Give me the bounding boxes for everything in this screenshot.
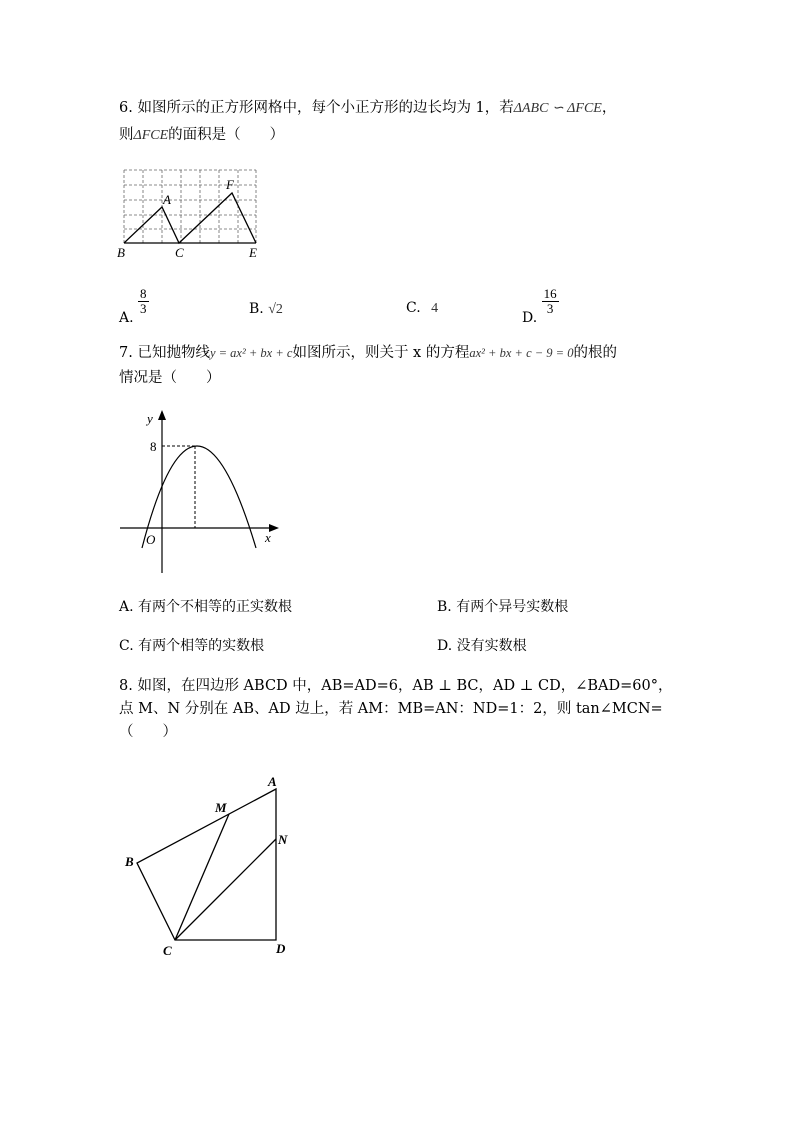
q7-option-d[interactable]: D. 没有实数根 <box>437 638 527 654</box>
q8-label-d: D <box>276 941 286 956</box>
q6-stem-text: 6. 如图所示的正方形网格中，每个小正方形的边长均为 1，若 <box>119 100 514 116</box>
q6-option-a[interactable] <box>119 286 149 326</box>
q8-stem-line2: 点 M、N 分别在 AB、AD 边上，若 AM：MB=AN：ND=1：2，则 tan∠MCN= <box>119 701 663 717</box>
q6-option-b-label: B. <box>249 301 264 317</box>
q8-quadrilateral-figure <box>118 770 298 960</box>
q6-label-a: A <box>163 192 171 207</box>
q7-stem-text2: 如图所示，则关于 x 的方程 <box>292 345 470 361</box>
q6-stem-text3: 的面积是（ ） <box>168 127 285 143</box>
q6-stem-text2: 则 <box>119 127 134 143</box>
q7-stem-text: 7. 已知抛物线 <box>119 345 210 361</box>
q8-label-a: A <box>268 774 277 789</box>
q8-stem-line1: 8. 如图，在四边形 ABCD 中，AB=AD=6，AB ⊥ BC，AD ⊥ CD，∠BAD=60°， <box>119 678 673 694</box>
q8-label-b: B <box>125 854 134 869</box>
q6-similarity-expr: ΔABC ∽ ΔFCE <box>513 101 602 116</box>
q7-parabola-expr: y = ax² + bx + c <box>209 346 293 360</box>
q6-stem-line2 <box>119 125 284 146</box>
q6-option-c-label: C. <box>406 300 421 316</box>
q6-option-c-value: 4 <box>431 301 439 316</box>
q6-option-d-label: D. <box>522 309 538 326</box>
frac-denominator: 3 <box>546 301 554 316</box>
q7-label-eight: 8 <box>150 439 157 454</box>
q7-stem-line2: 情况是（ ） <box>119 370 221 386</box>
q6-punct: ， <box>601 100 617 116</box>
q7-option-a[interactable]: A. 有两个不相等的正实数根 <box>119 599 293 615</box>
q7-label-x: x <box>265 530 271 545</box>
frac-denominator: 3 <box>140 301 147 316</box>
q6-label-f: F <box>226 177 234 192</box>
q6-option-d[interactable] <box>522 286 559 326</box>
q6-label-b: B <box>117 245 125 260</box>
q7-parabola-figure <box>115 408 290 578</box>
q8-label-c: C <box>163 943 172 958</box>
q7-stem-line1 <box>119 343 617 363</box>
q6-option-b-value: √2 <box>268 302 283 317</box>
q6-option-d-fraction <box>542 287 559 316</box>
q6-triangle-expr: ΔFCE <box>133 128 169 143</box>
q8-stem-line3: （ ） <box>119 724 177 740</box>
q8-label-n: N <box>278 832 288 847</box>
q6-option-a-label: A. <box>119 309 134 326</box>
q6-stem-line1 <box>119 98 616 119</box>
q7-stem-text3: 的根的 <box>573 345 617 361</box>
q6-grid-figure <box>114 165 274 265</box>
q7-label-y: y <box>147 411 153 426</box>
q6-option-c[interactable] <box>406 299 438 318</box>
q6-option-b[interactable] <box>249 300 283 319</box>
frac-numerator: 8 <box>140 286 147 301</box>
q7-option-c[interactable]: C. 有两个相等的实数根 <box>119 638 265 654</box>
q6-label-c: C <box>175 245 184 260</box>
frac-numerator: 16 <box>543 286 557 301</box>
q6-option-a-fraction <box>138 287 149 316</box>
q8-label-m: M <box>215 800 227 815</box>
q6-label-e: E <box>249 245 257 260</box>
q7-option-b[interactable]: B. 有两个异号实数根 <box>437 599 569 615</box>
q7-equation-expr: ax² + bx + c − 9 = 0 <box>469 346 574 360</box>
q7-label-origin: O <box>146 532 156 547</box>
